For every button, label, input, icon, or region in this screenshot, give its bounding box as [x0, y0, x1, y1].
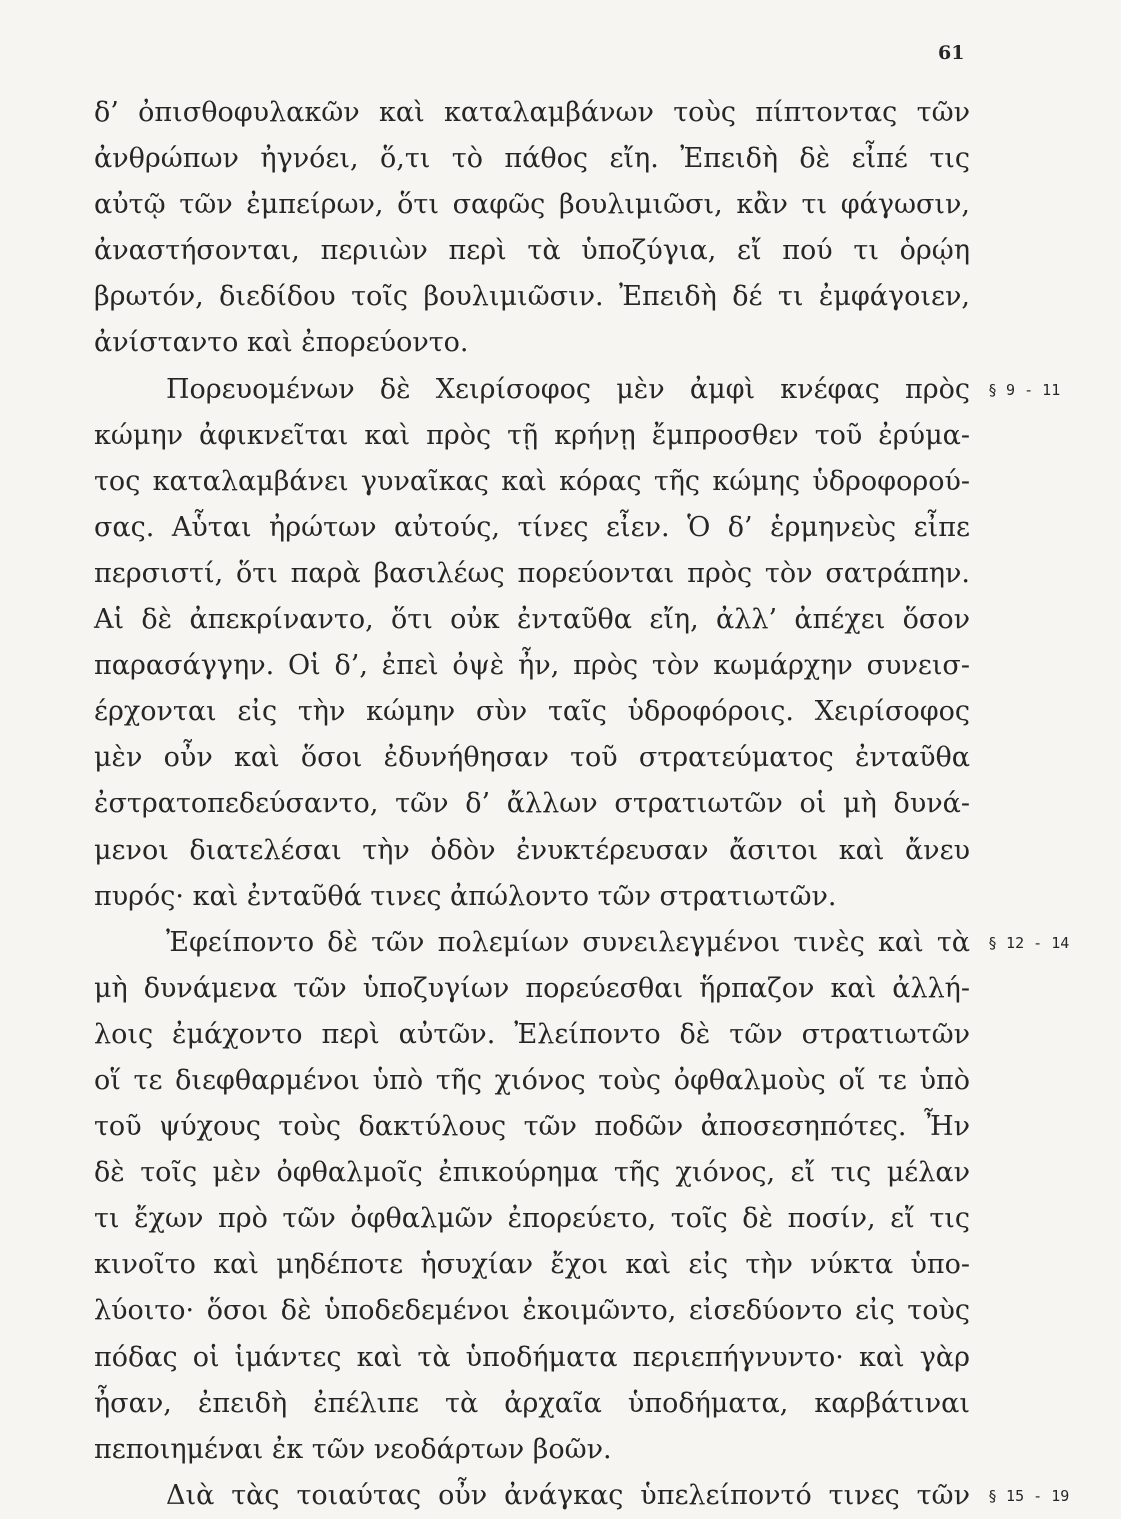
text-line: δὲ τοῖς μὲν ὀφθαλμοῖς ἐπικούρημα τῆς χιόνος, εἴ τις μέλαν — [94, 1157, 970, 1189]
page-number: 61 — [938, 42, 965, 64]
text-line: πεποιημέναι ἐκ τῶν νεοδάρτων βοῶν. — [94, 1433, 612, 1465]
text-line: οἵ τε διεφθαρμένοι ὑπὸ τῆς χιόνος τοὺς ὀφθαλμοὺς οἵ τε ὑπὸ — [94, 1064, 970, 1096]
margin-note: § 15 - 19 — [988, 1487, 1070, 1505]
text-line: βρωτόν, διεδίδου τοῖς βουλιμιῶσιν. Ἐπειδὴ δέ τι ἐμφάγοιεν, — [94, 281, 970, 313]
text-line: τος καταλαμβάνει γυναῖκας καὶ κόρας τῆς κώμης ὑδροφορού- — [94, 465, 970, 497]
text-line: ἀνίσταντο καὶ ἐπορεύοντο. — [94, 327, 469, 359]
text-line: ἀναστήσονται, περιιὼν περὶ τὰ ὑποζύγια, εἴ πού τι ὁρῴη — [94, 235, 970, 267]
text-line: πόδας οἱ ἱμάντες καὶ τὰ ὑποδήματα περιεπήγνυντο· καὶ γὰρ — [94, 1341, 970, 1373]
text-line: Ἐφείποντο δὲ τῶν πολεμίων συνειλεγμένοι τινὲς καὶ τὰ — [166, 926, 970, 958]
text-line: μὲν οὖν καὶ ὅσοι ἐδυνήθησαν τοῦ στρατεύματος ἐνταῦθα — [94, 742, 970, 774]
text-line: ἀνθρώπων ἠγνόει, ὅ,τι τὸ πάθος εἴη. Ἐπειδὴ δὲ εἶπέ τις — [94, 143, 970, 175]
text-line: λοις ἐμάχοντο περὶ αὐτῶν. Ἐλείποντο δὲ τῶν στρατιωτῶν — [94, 1018, 970, 1050]
text-line: ἦσαν, ἐπειδὴ ἐπέλιπε τὰ ἀρχαῖα ὑποδήματα, καρβάτιναι — [94, 1387, 970, 1419]
text-line: κινοῖτο καὶ μηδέποτε ἡσυχίαν ἔχοι καὶ εἰς τὴν νύκτα ὑπο- — [94, 1249, 970, 1281]
text-line: Πορευομένων δὲ Χειρίσοφος μὲν ἀμφὶ κνέφας πρὸς — [166, 373, 970, 405]
text-line: σας. Αὗται ἠρώτων αὐτούς, τίνες εἶεν. Ὁ δ’ ἑρμηνεὺς εἶπε — [94, 511, 970, 543]
text-line: τι ἔχων πρὸ τῶν ὀφθαλμῶν ἐπορεύετο, τοῖς δὲ ποσίν, εἴ τις — [94, 1203, 970, 1235]
text-line: Διὰ τὰς τοιαύτας οὖν ἀνάγκας ὑπελείποντό τινες τῶν — [166, 1479, 970, 1511]
text-line: αὐτῷ τῶν ἐμπείρων, ὅτι σαφῶς βουλιμιῶσι, κἂν τι φάγωσιν, — [94, 189, 970, 221]
text-line: μενοι διατελέσαι τὴν ὁδὸν ἐνυκτέρευσαν ἄσιτοι καὶ ἄνευ — [94, 834, 970, 866]
text-line: πυρός· καὶ ἐνταῦθά τινες ἀπώλοντο τῶν στρατιωτῶν. — [94, 880, 837, 912]
text-line: τοῦ ψύχους τοὺς δακτύλους τῶν ποδῶν ἀποσεσηπότες. Ἦν — [94, 1111, 970, 1143]
text-line: παρασάγγην. Οἱ δ’, ἐπεὶ ὀψὲ ἦν, πρὸς τὸν κωμάρχην συνεισ- — [94, 650, 970, 682]
text-line: Αἱ δὲ ἀπεκρίναντο, ὅτι οὐκ ἐνταῦθα εἴη, ἀλλ’ ἀπέχει ὅσον — [94, 604, 970, 636]
text-line: λύοιτο· ὅσοι δὲ ὑποδεδεμένοι ἐκοιμῶντο, εἰσεδύοντο εἰς τοὺς — [94, 1295, 970, 1327]
text-line: κώμην ἀφικνεῖται καὶ πρὸς τῇ κρήνῃ ἔμπροσθεν τοῦ ἐρύμα- — [94, 419, 970, 451]
text-line: μὴ δυνάμενα τῶν ὑποζυγίων πορεύεσθαι ἥρπαζον καὶ ἀλλή- — [94, 972, 970, 1004]
text-body — [94, 90, 970, 1519]
text-line: ἐστρατοπεδεύσαντο, τῶν δ’ ἄλλων στρατιωτῶν οἱ μὴ δυνά- — [94, 788, 970, 820]
margin-note: § 12 - 14 — [988, 933, 1070, 952]
text-line: έρχονται εἰς τὴν κώμην σὺν ταῖς ὑδροφόροις. Χειρίσοφος — [94, 696, 970, 728]
text-line: δ’ ὀπισθοφυλακῶν καὶ καταλαμβάνων τοὺς πίπτοντας τῶν — [94, 97, 970, 128]
margin-note: § 9 - 11 — [988, 380, 1061, 399]
text-line: περσιστί, ὅτι παρὰ βασιλέως πορεύονται πρὸς τὸν σατράπην. — [94, 557, 970, 589]
